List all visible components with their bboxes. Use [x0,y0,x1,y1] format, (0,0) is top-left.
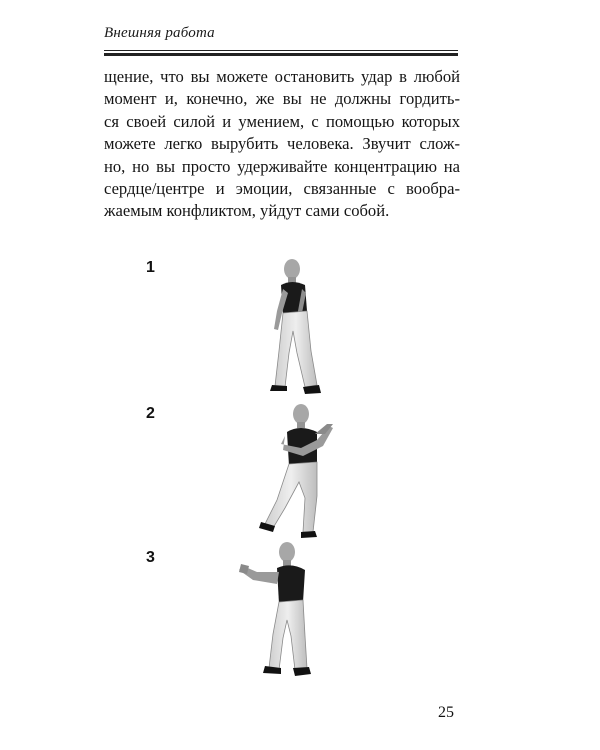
text-line: но, но вы просто удерживайте концентрацию на [104,156,460,176]
figure-3-push-pose [237,540,327,685]
text-line: ся своей силой и умением, с помощью которых [104,111,460,131]
figure-1-standing-pose [255,255,345,405]
figure-number-2: 2 [146,405,155,422]
text-line: сердце/центре и эмоции, связанные с вообра- [104,179,460,199]
header-rule-thin [104,50,458,51]
figure-number-1: 1 [146,259,155,276]
text-line: можете легко вырубить человека. Звучит слож- [104,134,460,154]
figure-number-3: 3 [146,549,155,566]
text-line: щение, что вы можете остановить удар в любой [104,67,460,86]
body-paragraph [104,66,460,223]
text-line: момент и, конечно, же вы не должны гордить- [104,89,460,109]
running-head: Внешняя работа [104,25,215,41]
figure-2-guard-pose [255,400,345,550]
header-rule-thick [104,53,458,56]
text-line: жаемым конфликтом, уйдут сами собой. [104,201,390,221]
page-number: 25 [438,704,454,721]
